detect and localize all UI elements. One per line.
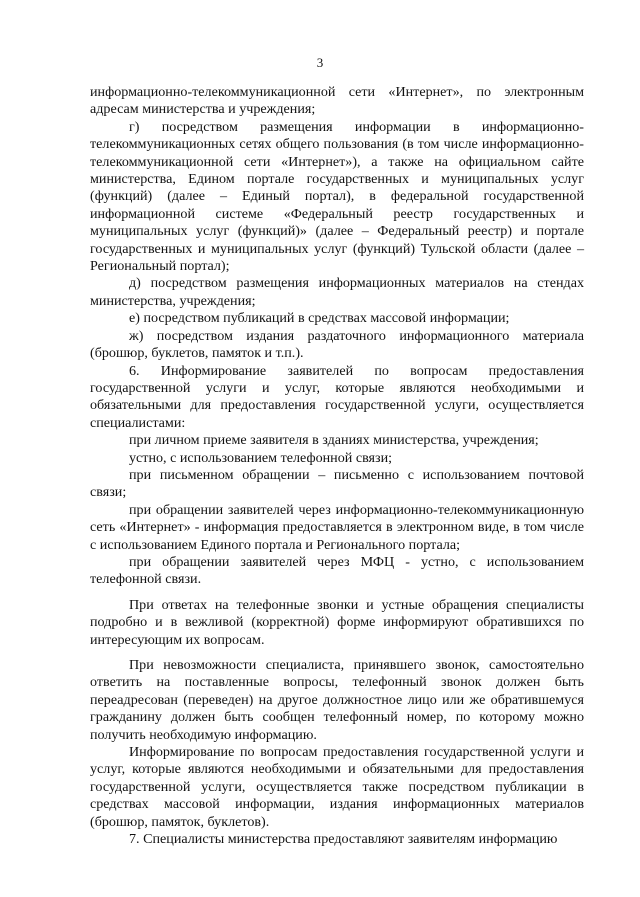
paragraph: при обращении заявителей через информационно-телекоммуникационную сеть «Интернет» - информация предоставляется в электронном виде, в том числе с использованием Единого портала и Регионального портала;	[90, 501, 584, 553]
paragraph: устно, с использованием телефонной связи;	[129, 449, 393, 466]
paragraph: Информирование по вопросам предоставления государственной услуги и услуг, которые являются необходимыми и обязательными для предоставления государственной услуги, осуществляется также посредством публикации в средствах массовой информации, издания информационных материалов (брошюр, памяток, буклетов).	[90, 744, 584, 830]
paragraph: д) посредством размещения информационных материалов на стендах министерства, учреждения;	[90, 275, 584, 309]
paragraph: е) посредством публикаций в средствах массовой информации;	[129, 310, 510, 327]
paragraph: 7. Специалисты министерства предоставляют заявителям информацию	[129, 831, 558, 848]
paragraph: г) посредством размещения информации в информационно-телекоммуникационных сетях общего пользования (в том числе информационно-телекоммуникационной сети «Интернет»), а также на официальном сайте министерства, Едином портале государственных и муниципальных услуг (функций) (далее – Единый портал), в федеральной государственной информационной системе «Федеральный реестр государственных и муниципальных услуг (функций)» (далее – Федеральный реестр) и портале государственных и муниципальных услуг (функций) Тульской области (далее – Региональный портал);	[90, 118, 584, 275]
paragraph: при личном приеме заявителя в зданиях министерства, учреждения;	[129, 432, 539, 449]
paragraph: При невозможности специалиста, принявшего звонок, самостоятельно ответить на поставленные вопросы, телефонный звонок должен быть переадресован (переведен) на другое должностное лицо или же обратившемуся гражданину должен быть сообщен телефонный номер, по которому можно получить необходимую информацию.	[90, 657, 584, 743]
paragraph: информационно-телекоммуникационной сети «Интернет», по электронным адресам министерства и учреждения;	[90, 84, 584, 118]
paragraph: при письменном обращении – письменно с использованием почтовой связи;	[90, 466, 584, 501]
paragraph: 6. Информирование заявителей по вопросам предоставления государственной услуги и услуг, которые являются необходимыми и обязательными для предоставления государственной услуги, осуществляется специалистами:	[90, 362, 584, 431]
paragraph: ж) посредством издания раздаточного информационного материала (брошюр, буклетов, памяток и т.п.).	[90, 327, 584, 362]
document-body	[90, 84, 584, 848]
paragraph: при обращении заявителей через МФЦ - устно, с использованием телефонной связи.	[90, 553, 584, 588]
page-number: 3	[316, 55, 324, 70]
paragraph: При ответах на телефонные звонки и устные обращения специалисты подробно и в вежливой (корректной) форме информируют обратившихся по интересующим их вопросам.	[90, 596, 584, 648]
